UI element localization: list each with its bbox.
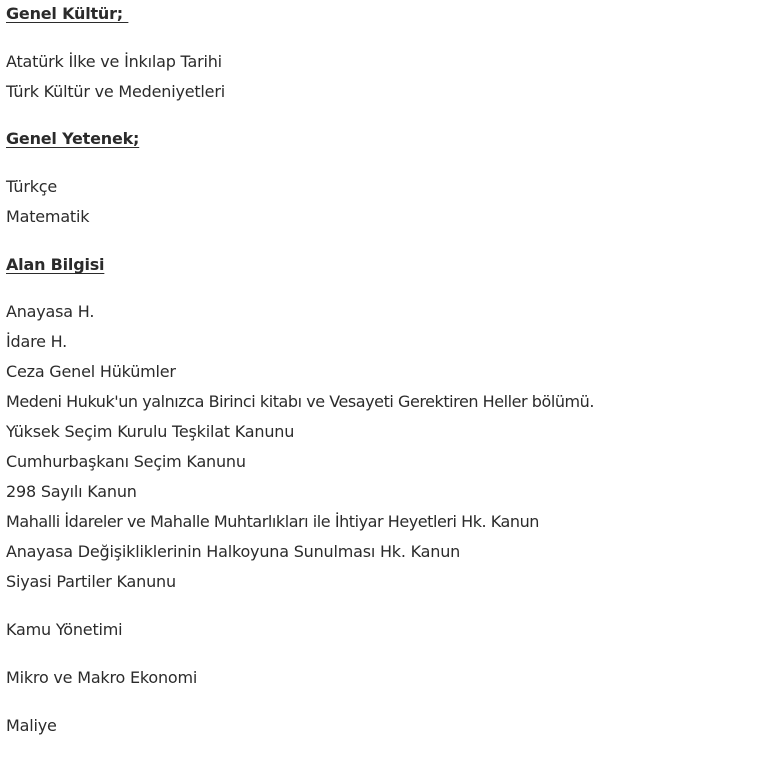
list-item-maliye: Maliye xyxy=(6,716,57,735)
heading-genel-yetenek: Genel Yetenek; xyxy=(6,129,140,148)
heading-genel-kultur: Genel Kültür; xyxy=(6,4,129,23)
list-item-kamu-yonetimi: Kamu Yönetimi xyxy=(6,620,123,639)
list-item: Atatürk İlke ve İnkılap Tarihi xyxy=(6,52,222,71)
list-item: Anayasa Değişikliklerinin Halkoyuna Sunulması Hk. Kanun xyxy=(6,542,461,561)
list-item: Cumhurbaşkanı Seçim Kanunu xyxy=(6,452,246,471)
list-item: Medeni Hukuk'un yalnızca Birinci kitabı ve Vesayeti Gerektiren Heller bölümü. xyxy=(6,392,594,411)
list-item: Anayasa H. xyxy=(6,302,95,321)
list-item: Mahalli İdareler ve Mahalle Muhtarlıkları ile İhtiyar Heyetleri Hk. Kanun xyxy=(6,512,539,531)
list-item: İdare H. xyxy=(6,332,68,351)
list-item: Yüksek Seçim Kurulu Teşkilat Kanunu xyxy=(6,422,295,441)
list-item: Matematik xyxy=(6,207,90,226)
heading-alan-bilgisi: Alan Bilgisi xyxy=(6,255,105,274)
list-item: 298 Sayılı Kanun xyxy=(6,482,137,501)
list-item-ekonomi: Mikro ve Makro Ekonomi xyxy=(6,668,198,687)
list-item: Ceza Genel Hükümler xyxy=(6,362,176,381)
list-item: Türk Kültür ve Medeniyetleri xyxy=(6,82,225,101)
list-item: Siyasi Partiler Kanunu xyxy=(6,572,176,591)
list-item: Türkçe xyxy=(6,177,58,196)
